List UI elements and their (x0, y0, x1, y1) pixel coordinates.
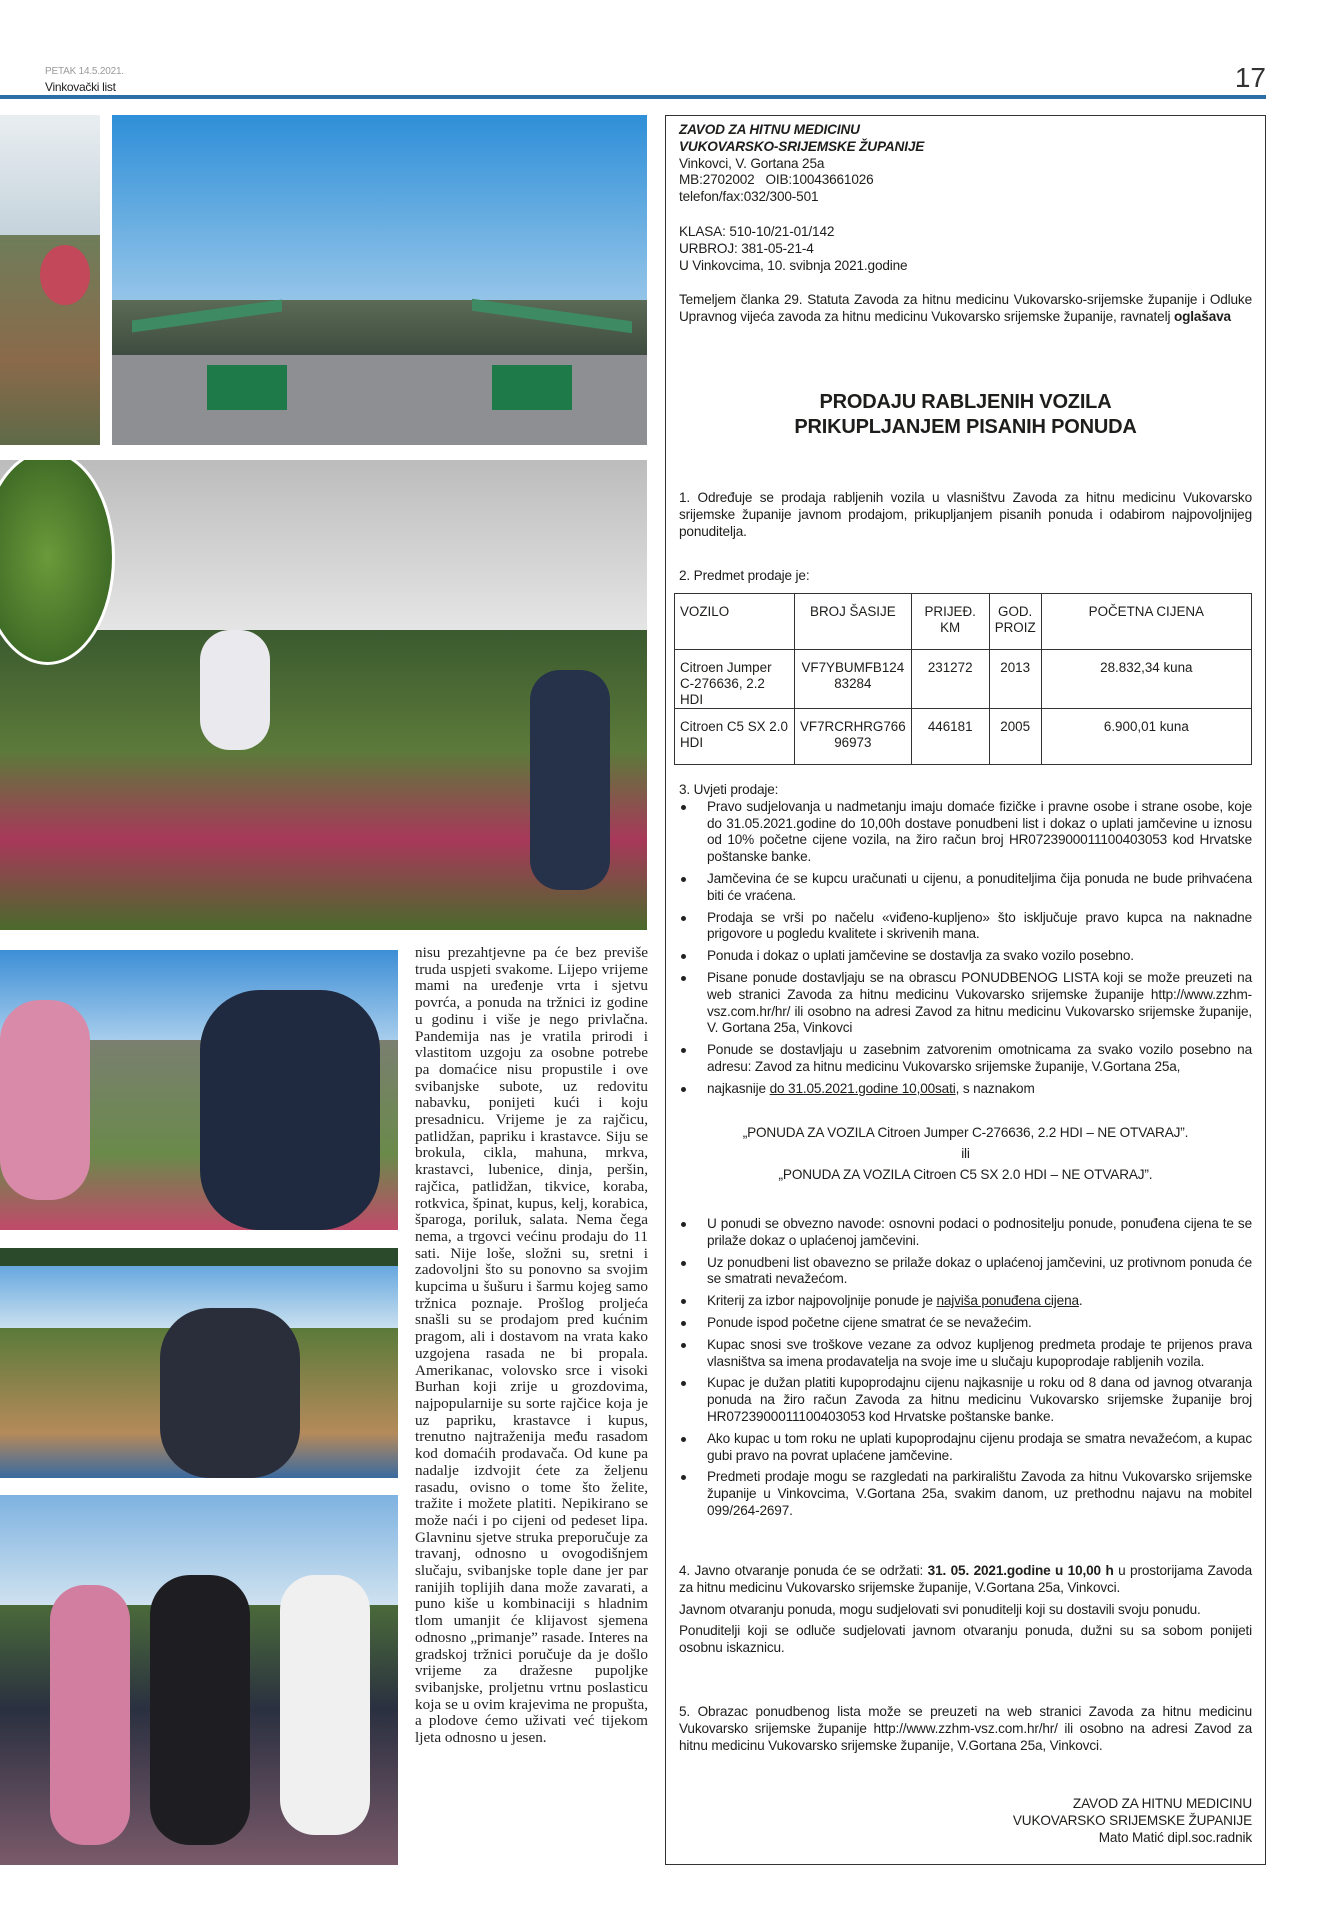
item-4: 4. Javno otvaranje ponuda će se održati: 31. 05. 2021.godine u 10,00 h u prostorijama Zavoda za hitnu medicinu Vukovarsko srijemske županije, V.Gortana 25a, Vinkovci. (679, 1563, 1252, 1595)
cell-chassis: VF7RCRHRG766 96973 (795, 709, 912, 765)
market-photo-2 (112, 115, 647, 445)
org-ids: MB:2702002 OIB:10043661026 (679, 172, 874, 188)
article-body: nisu prezahtjevne pa će bez previše truda uspjeti svakome. Lijepo vrijeme mami na uređenje vrta i sjetvu povrća, a ponuda na tržnici iz godine u godinu i više je nego privlačna. Pandemija nas je vratila prirodi i vlastitom uzgoju za osobne potrebe pa domaćice nisu propustile i ove svibanjske subote, uz redovitu nabavku, ponijeti kući i koju presadnicu. Vrijeme je za rajčicu, patlidžan, papriku i krastavce. Siju se brokula, cikla, mahuna, mrkva, krastavci, lubenice, dinja, peršin, rajčica, patlidžan, tikvice, koraba, rotkvica, špinat, kupus, kelj, korabica, šparoga, poriluk, salata. Nema čega nema, a trgovci većinu prodaju do 11 sati. Nije loše, složni su, sretni i zadovoljni što su ponovno sa svojim kupcima u šušuru i šarmu kojeg samo tržnica poznaje. Prošlog proljeća snašli su se prodajom pred kućnim pragom, ali i dostavom na vrata kako uzgojena rasada ne bi propala. Amerikanac, volovsko srce i visoki Burhan koji zrije u grozdovima, najpopularnije su sorte rajčice koja je uz papriku, krastavce i kupus, trenutno najtraženija među rasadom kod domaćih prodavača. Od kune pa nadalje izdvojit ćete za željenu rasadu, ovisno o tome što želite, tražite i možete platiti. Nepikirano se može naći i po cijeni od pedeset lipa. Glavninu sjetve struka preporučuje za travanj, odnosno u ovogodišnjem slučaju, svibanjske tople dane jer par ranijih toplijih dana može zavarati, a puno kiše u kombinaciji s hladnim tlom umanjit će klijavost sjemena odnosno „primanje” rasade. Interes na gradskoj tržnici poručuje da je došlo vrijeme za dražesne pupoljke svibanjske, proljetnu vrtnu poslasticu koja se u ovim krajevima ne propušta, a plodove ćemo uživati već tijekom ljeta odnosno u jesen. (415, 944, 648, 1747)
list-item: Prodaja se vrši po načelu «viđeno-kupljeno» što isključuje pravo kupca na naknadne prigovore u pogledu kvalitete i skrivenih mana. (679, 910, 1252, 944)
table-row (675, 650, 1252, 709)
market-photo-6 (0, 1495, 398, 1865)
item-5: 5. Obrazac ponudbenog lista može se preuzeti na web stranici Zavoda za hitnu medicinu Vukovarsko srijemske županije http://www.zzhm-vsz.com.hr/hr/ ili osobno na adresi Zavod za hitnu medicinu Vukovarsko srijemske županije, V.Gortana 25a, Vinkovci. (679, 1704, 1252, 1753)
signature-block (679, 1796, 1252, 1846)
cell-price: 6.900,01 kuna (1041, 709, 1251, 765)
item-4-participants: Javnom otvaranju ponuda, mogu sudjelovati svi ponuditelji koji su dostavili svoju ponudu. (679, 1601, 1201, 1617)
list-item: Ponude ispod početne cijene smatrat će se nevažećim. (679, 1315, 1252, 1332)
cell-km: 446181 (911, 709, 989, 765)
org-address: Vinkovci, V. Gortana 25a (679, 155, 825, 171)
cell-year: 2013 (989, 650, 1041, 709)
cell-chassis: VF7YBUMFB124 83284 (795, 650, 912, 709)
col-header: VOZILO (675, 594, 795, 650)
item-4-id-card: Ponuditelji koji se odluče sudjelovati javnom otvaranju ponuda, dužni su sa sobom ponijeti osobnu iskaznicu. (679, 1623, 1252, 1656)
market-photo-1 (0, 115, 100, 445)
org-name-line2: VUKOVARSKO-SRIJEMSKE ŽUPANIJE (679, 138, 925, 154)
cell-vehicle: Citroen C5 SX 2.0 HDI (675, 709, 795, 765)
conditions-list-1 (679, 799, 1252, 1098)
list-item: U ponudi se obvezno navode: osnovni podaci o podnositelju ponude, ponuđena cijena te se prilaže dokaz o uplaćenoj jamčevini. (679, 1216, 1252, 1250)
market-photo-3 (0, 460, 647, 930)
item-3: 3. Uvjeti prodaje: (679, 782, 779, 797)
list-item: Uz ponudbeni list obavezno se prilaže dokaz o uplaćenoj jamčevini, uz protivnom ponuda će se smatrati nevažećom. (679, 1255, 1252, 1289)
cell-vehicle: Citroen Jumper C-276636, 2.2 HDI (675, 650, 795, 709)
col-header: PRIJEĐ. KM (911, 594, 989, 650)
notice-title-line2: PRIKUPLJANJEM PISANIH PONUDA (794, 416, 1137, 438)
envelope-label-or: ili (961, 1146, 970, 1161)
signature-org-1: ZAVOD ZA HITNU MEDICINU (1072, 1796, 1252, 1811)
market-photo-4 (0, 950, 398, 1230)
list-item: najkasnije do 31.05.2021.godine 10,00sati, s naznakom (679, 1081, 1252, 1098)
list-item: Ako kupac u tom roku ne uplati kupoprodajnu cijenu prodaja se smatra nevažećom, a kupac gubi pravo na povrat uplaćene jamčevine. (679, 1431, 1252, 1465)
klasa: KLASA: 510-10/21-01/142 (679, 224, 835, 239)
header-rule (0, 95, 1266, 99)
notice-header (679, 122, 1252, 206)
org-name-line1: ZAVOD ZA HITNU MEDICINU (679, 122, 860, 137)
item-1: 1. Određuje se prodaja rabljenih vozila u vlasništvu Zavoda za hitnu medicinu Vukovarsko srijemske županije javnom prodajom, prikupljanjem pisanih ponuda i odabirom najpovoljnijeg ponuditelja. (679, 490, 1252, 539)
notice-date: U Vinkovcima, 10. svibnja 2021.godine (679, 257, 908, 273)
list-item: Pravo sudjelovanja u nadmetanju imaju domaće fizičke i pravne osobe i strane osobe, koje do 31.05.2021.godine do 10,00h dostave ponudbeni list i dokaz o uplati jamčevine u iznosu od 10% početne cijene vozila, na žiro račun broj HR0723900011100403053 kod Hrvatske poštanske banke. (679, 799, 1252, 866)
envelope-label-1: „PONUDA ZA VOZILA Citroen Jumper C-276636, 2.2 HDI – NE OTVARAJ”. (742, 1125, 1189, 1140)
list-item: Kupac snosi sve troškove vezane za odvoz kupljenog predmeta prodaje te prijenos prava vlasništva sa imena prodavatelja na svoje ime u slučaju kupoprodaje rabljenih vozila. (679, 1337, 1252, 1371)
col-header: POČETNA CIJENA (1041, 594, 1251, 650)
signature-name: Mato Matić dipl.soc.radnik (1098, 1829, 1252, 1845)
notice-title-line1: PRODAJU RABLJENIH VOZILA (819, 391, 1112, 413)
vehicle-table (674, 593, 1252, 765)
col-header: BROJ ŠASIJE (795, 594, 912, 650)
issue-date: PETAK 14.5.2021. (45, 66, 124, 77)
cell-year: 2005 (989, 709, 1041, 765)
cell-km: 231272 (911, 650, 989, 709)
public-notice (665, 115, 1266, 1865)
list-item: Kupac je dužan platiti kupoprodajnu cijenu najkasnije u roku od 8 dana od javnog otvaranja ponuda na žiro račun Zavoda za hitnu medicinu Vukovarsko srijemske županije broj HR0723900011100403053 kod Hrvatske poštanske banke. (679, 1375, 1252, 1425)
col-header: GOD. PROIZ (989, 594, 1041, 650)
market-photo-5 (0, 1248, 398, 1478)
newspaper-name: Vinkovački list (45, 80, 116, 94)
list-item: Pisane ponude dostavljaju se na obrascu PONUDBENOG LISTA koji se može preuzeti na web stranici Zavoda za hitnu medicinu Vukovarsko srijemske županije http://www.zzhm-vsz.com.hr/hr/ ili osobno na adresi Zavod za hitnu medicinu Vukovarsko srijemske županije, V. Gortana 25a, Vinkovci (679, 970, 1252, 1037)
table-header-row (675, 594, 1252, 650)
table-row (675, 709, 1252, 765)
signature-org-2: VUKOVARSKO SRIJEMSKE ŽUPANIJE (1012, 1812, 1252, 1828)
list-item: Jamčevina će se kupcu uračunati u cijenu, a ponuditeljima čija ponuda ne bude prihvaćena biti će vraćena. (679, 871, 1252, 905)
list-item: Ponude se dostavljaju u zasebnim zatvorenim omotnicama za svako vozilo posebno na adresu: Zavod za hitnu medicinu Vukovarsko srijemske županije, V.Gortana 25a, (679, 1042, 1252, 1076)
list-item: Ponuda i dokaz o uplati jamčevine se dostavlja za svako vozilo posebno. (679, 948, 1252, 965)
conditions-list-2 (679, 1216, 1252, 1520)
list-item: Predmeti prodaje mogu se razgledati na parkiralištu Zavoda za hitnu Vukovarsko srijemske županije u Vinkovcima, V.Gortana 25a, svakim danom, uz prethodnu najavu na mobitel 099/264-2697. (679, 1469, 1252, 1519)
cell-price: 28.832,34 kuna (1041, 650, 1251, 709)
urbroj: URBROJ: 381-05-21-4 (679, 240, 814, 256)
envelope-label-2: „PONUDA ZA VOZILA Citroen C5 SX 2.0 HDI – NE OTVARAJ”. (778, 1167, 1153, 1182)
intro-paragraph: Temeljem članka 29. Statuta Zavoda za hitnu medicinu Vukovarsko-srijemske županije i Odluke Upravnog vijeća zavoda za hitnu medicinu Vukovarsko srijemske županije, ravnatelj oglašava (679, 292, 1252, 324)
item-2: 2. Predmet prodaje je: (679, 568, 810, 583)
page-number: 17 (1234, 62, 1266, 93)
org-phone: telefon/fax:032/300-501 (679, 189, 819, 205)
list-item: Kriterij za izbor najpovoljnije ponude je najviša ponuđena cijena. (679, 1293, 1252, 1310)
